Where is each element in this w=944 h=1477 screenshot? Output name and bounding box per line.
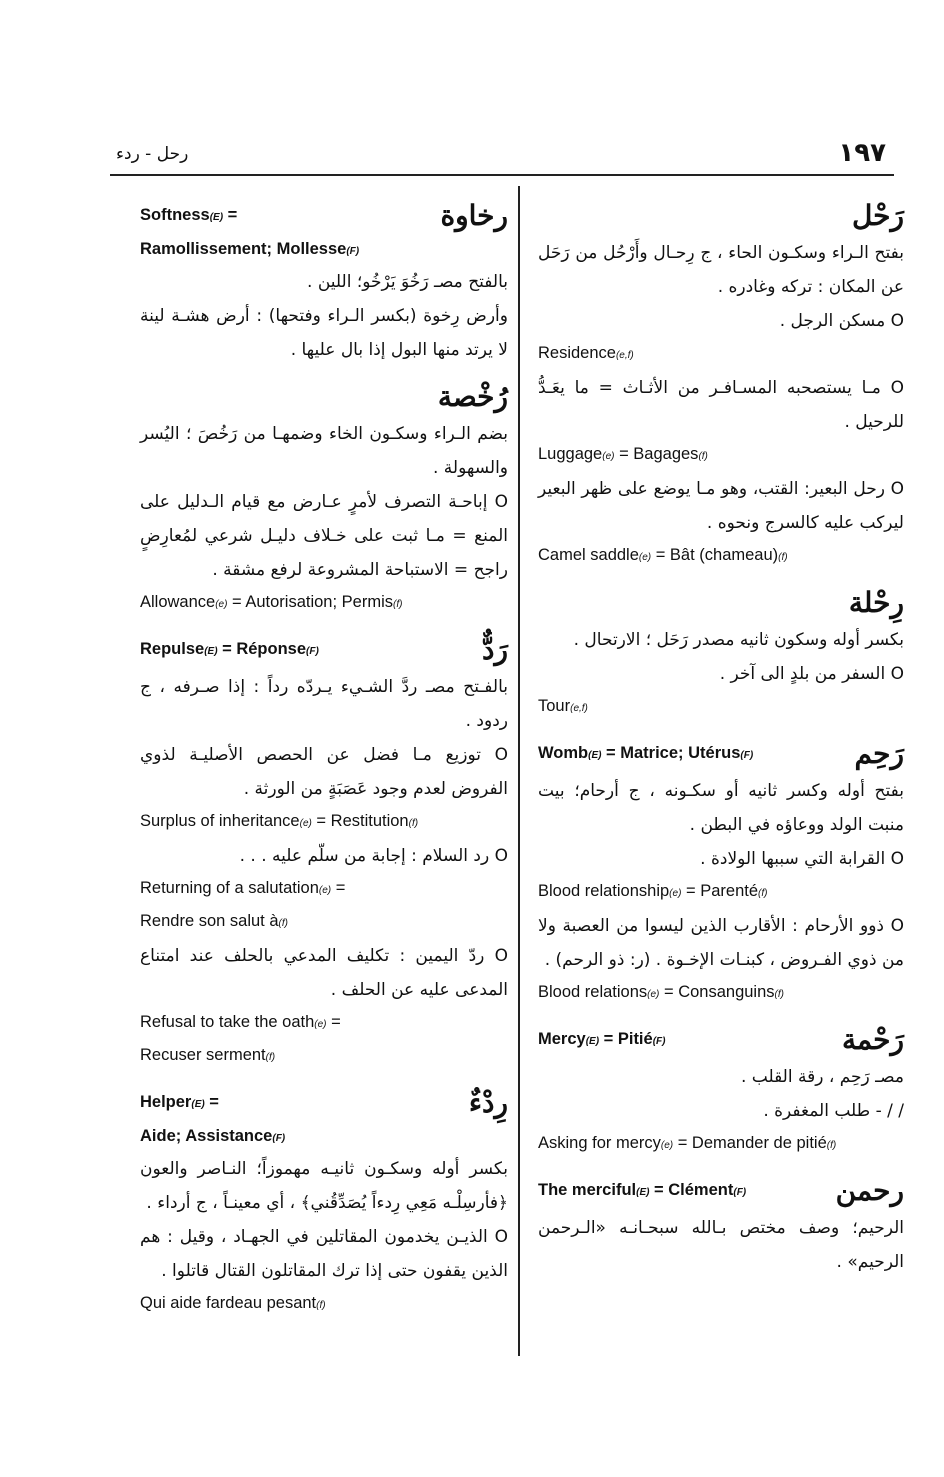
english-term: Repulse(E) = Réponse(F)	[140, 640, 319, 658]
arabic-definition: O رحل البعير: القتب، وهو مـا يوضع على ظهر البعير ليركب عليه كالسرج ونحوه .	[538, 479, 904, 533]
english-equivalent: Tour(e,f)	[538, 697, 588, 715]
english-equivalent: Residence(e,f)	[538, 344, 634, 362]
entry-rihla	[538, 583, 904, 724]
english-equivalent: Camel saddle(e) = Bât (chameau)(f)	[538, 546, 788, 564]
english-equivalent: Surplus of inheritance(e) = Restitution(f)	[140, 812, 419, 830]
headword: رِحْلة	[848, 586, 904, 619]
page-header	[110, 138, 894, 174]
headword: رَدٌّ	[482, 633, 508, 666]
arabic-definition: O توزيع مـا فضل عن الحصص الأصليـة لذوي الفروض لعدم وجود عَصَبَةٍ من الورثة .	[140, 745, 508, 799]
arabic-definition: بالفتح مصـ رَخُوَ يَرْخُو؛ اللين .	[307, 272, 508, 292]
english-term: Womb(E) = Matrice; Utérus(F)	[538, 744, 754, 762]
arabic-definition: بفتح أوله وكسر ثانيه أو سكـونه ، ج أرحام؛ بيت منبت الولد ووعاؤه في البطن .	[538, 781, 904, 835]
arabic-definition: O ردّ اليمين : تكليف المدعي بالحلف عند امتناع المدعى عليه عن الحلف .	[140, 946, 508, 1000]
english-term: Helper(E) =	[140, 1093, 219, 1111]
arabic-definition: بالفـتح مصـ ردَّ الشـيء يـردّه رداً : إذا صـرفه ، ج ردود .	[140, 677, 508, 731]
english-term: Softness(E) =	[140, 206, 238, 224]
arabic-definition: / / - طلب المغفرة .	[763, 1101, 904, 1121]
english-equivalent: Allowance(e) = Autorisation; Permis(f)	[140, 593, 403, 611]
arabic-definition: بكسر أوله وسكـون ثانيـه مهموزاً؛ النـاصر والعون ﴿فأرسِلْـه مَعِي رِدءاً يُصَدِّقُني﴾ ، أي معينـاً ، ج أرداء .	[140, 1159, 508, 1213]
arabic-definition: O السفر من بلدٍ الى آخر .	[719, 664, 904, 684]
entry-rakhawa	[140, 196, 508, 367]
arabic-definition: مصـ رَحِم ، رقة القلب .	[740, 1067, 904, 1087]
running-head: رحل - ردء	[116, 144, 189, 164]
headword: رَحِم	[854, 737, 904, 770]
arabic-definition: وأرض رِخوة (بكسر الـراء وفتحها) : أرض هشـة لينة لا يرتد منها البول إذا بال عليها .	[140, 306, 508, 360]
english-term: Aide; Assistance(F)	[140, 1127, 286, 1145]
entry-rahl	[538, 196, 904, 573]
headword: رَحْمة	[841, 1023, 904, 1056]
headword: رخاوة	[440, 199, 508, 232]
english-equivalent: Recuser serment(f)	[140, 1046, 276, 1064]
page-number: ١٩٧	[838, 138, 886, 168]
arabic-definition: O مسكن الرجل .	[779, 311, 904, 331]
arabic-definition: بفتح الـراء وسكـون الحاء ، ج رِحـال وأَرْحُل من رَحَل عن المكان : تركه وغادره .	[538, 243, 904, 297]
headword: رحمن	[835, 1174, 904, 1207]
entry-rahma	[538, 1020, 904, 1161]
entry-radd	[140, 630, 508, 1073]
english-equivalent: Blood relationship(e) = Parenté(f)	[538, 882, 768, 900]
arabic-definition: الرحيم؛ وصف مختص بـالله سبحـانـه «الـرحمن الرحيم» .	[538, 1218, 904, 1272]
arabic-definition: O مـا يستصحبه المسـافـر من الأثـاث = ما يعَـدُّ للرحيل .	[538, 378, 904, 432]
entry-rukhsa	[140, 377, 508, 620]
english-equivalent: Luggage(e) = Bagages(f)	[538, 445, 708, 463]
entry-rahim	[538, 734, 904, 1010]
english-equivalent: Refusal to take the oath(e) =	[140, 1013, 341, 1031]
right-column	[538, 196, 904, 1289]
entry-rahman	[538, 1171, 904, 1279]
column-divider	[518, 186, 520, 1356]
arabic-definition: O ذوو الأرحام : الأقارب الذين ليسوا من العصبة ولا من ذوي الفـروض ، كبنـات الإخـوة . (ر: ذو الرحم) .	[538, 916, 904, 970]
english-equivalent: Rendre son salut à(f)	[140, 912, 288, 930]
headword: رِدْءٌ	[468, 1086, 508, 1119]
left-column	[140, 196, 508, 1331]
arabic-definition: بكسر أوله وسكون ثانيه مصدر رَحَل ؛ الارتحال .	[573, 630, 904, 650]
english-equivalent: Returning of a salutation(e) =	[140, 879, 346, 897]
english-term: Ramollissement; Mollesse(F)	[140, 240, 360, 258]
header-rule	[110, 174, 894, 176]
arabic-definition: بضم الـراء وسكـون الخاء وضمهـا من رَخُصَ ؛ اليُسر والسهولة .	[140, 424, 508, 478]
english-equivalent: Asking for mercy(e) = Demander de pitié(f)	[538, 1134, 837, 1152]
entry-rid	[140, 1083, 508, 1321]
arabic-definition: O القرابة التي سببها الولادة .	[700, 849, 904, 869]
arabic-definition: O الذيـن يخدمون المقاتلين في الجهـاد ، وقيل : هم الذين يقفون حتى إذا ترك المقاتلون القتال قاتلوا .	[140, 1227, 508, 1281]
english-term: Mercy(E) = Pitié(F)	[538, 1030, 666, 1048]
arabic-definition: O إباحـة التصرف لأمرٍ عـارض مع قيام الـدليل على المنع = مـا ثبت على خـلاف دليـل شرعي لمُعارِضٍ راجح = الاستباحة المشروعة لرفع مشقة .	[140, 492, 508, 580]
english-equivalent: Blood relations(e) = Consanguins(f)	[538, 983, 784, 1001]
headword: رَحْل	[851, 199, 904, 232]
english-term: The merciful(E) = Clément(F)	[538, 1181, 747, 1199]
headword: رُخْصة	[437, 380, 508, 413]
arabic-definition: O رد السلام : إجابة من سلّم عليه . . .	[239, 846, 508, 866]
english-equivalent: Qui aide fardeau pesant(f)	[140, 1294, 326, 1312]
